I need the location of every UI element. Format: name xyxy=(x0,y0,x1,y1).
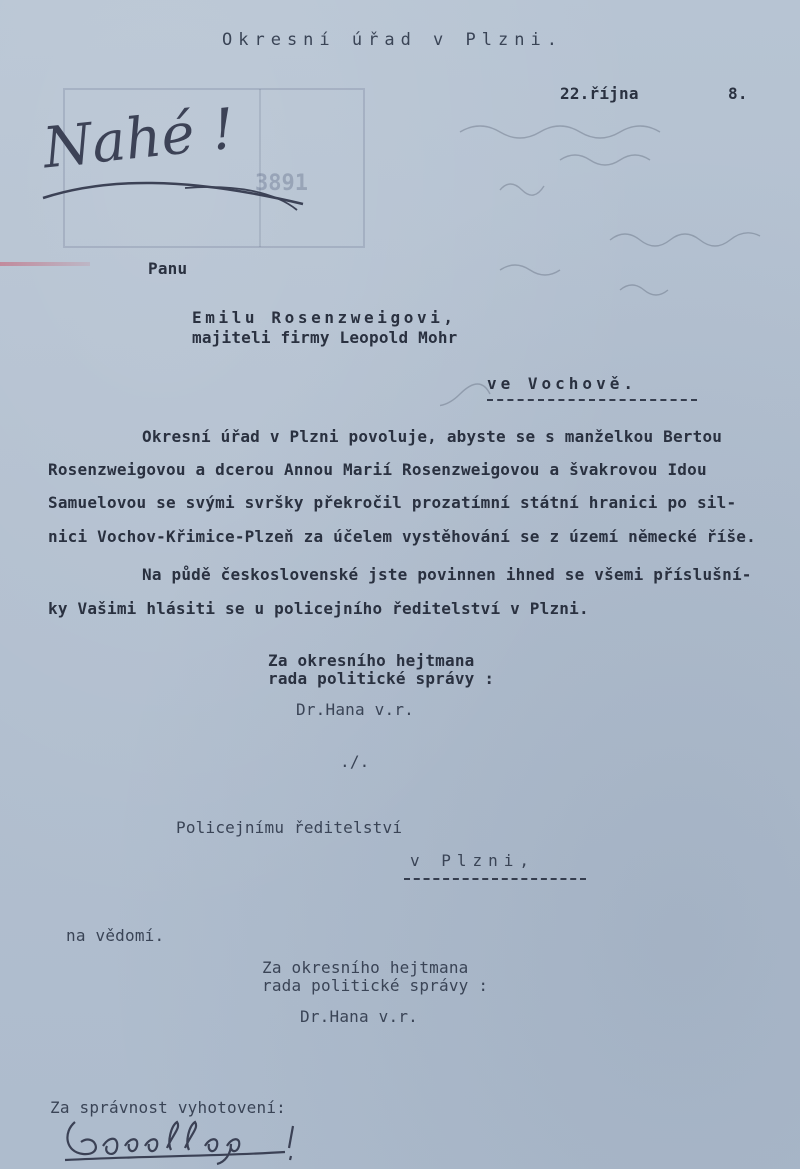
paragraph-2-line-2: ky Vašimi hlásiti se u policejního ředitelství v Plzni. xyxy=(48,599,589,618)
office-header: Okresní úřad v Plzni. xyxy=(222,30,563,50)
letter-year: 8. xyxy=(728,84,748,103)
addressee-role: majiteli firmy Leopold Mohr xyxy=(192,328,458,347)
paragraph-1-line-1: Okresní úřad v Plzni povoluje, abyste se s manželkou Bertou xyxy=(142,427,723,446)
copy-recipient: Policejnímu ředitelství xyxy=(176,818,403,837)
place-underline xyxy=(487,399,697,401)
signature-2-name: Dr.Hana v.r. xyxy=(300,1007,418,1026)
handwritten-signature xyxy=(55,1112,325,1169)
handwritten-word: Nahé ! xyxy=(40,96,238,182)
paragraph-1-line-3: Samuelovou se svými svršky překročil prozatímní státní hranici po sil- xyxy=(48,493,737,512)
copy-place-underline xyxy=(404,878,586,880)
certification-label: Za správnost vyhotovení: xyxy=(50,1098,286,1117)
paragraph-2-line-1: Na půdě československé jste povinnen ihned se všemi příslušní- xyxy=(142,565,752,584)
signature-2-line-2: rada politické správy : xyxy=(262,976,489,995)
stamp-number: 3891 xyxy=(255,171,308,196)
handwritten-annotation xyxy=(35,80,315,230)
addressee-name: Emilu Rosenzweigovi, xyxy=(192,308,457,327)
signature-2-line-1: Za okresního hejtmana xyxy=(262,958,469,977)
copy-note: na vědomí. xyxy=(66,926,165,945)
red-pencil-mark xyxy=(0,262,90,266)
paragraph-1-line-4: nici Vochov-Křimice-Plzeň za účelem vystěhování se z území německé říše. xyxy=(48,527,756,546)
paragraph-1-line-2: Rosenzweigovou a dcerou Annou Marií Rosenzweigovou a švakrovou Idou xyxy=(48,460,707,479)
salutation: Panu xyxy=(148,259,188,278)
addressee-place: ve Vochově. xyxy=(487,374,637,393)
letter-date: 22.října xyxy=(560,84,639,103)
signature-1-line-1: Za okresního hejtmana xyxy=(268,651,475,670)
separator: ./. xyxy=(340,752,370,771)
signature-1-line-2: rada politické správy : xyxy=(268,669,495,688)
copy-place: v Plzni, xyxy=(410,851,536,870)
signature-1-name: Dr.Hana v.r. xyxy=(296,700,414,719)
